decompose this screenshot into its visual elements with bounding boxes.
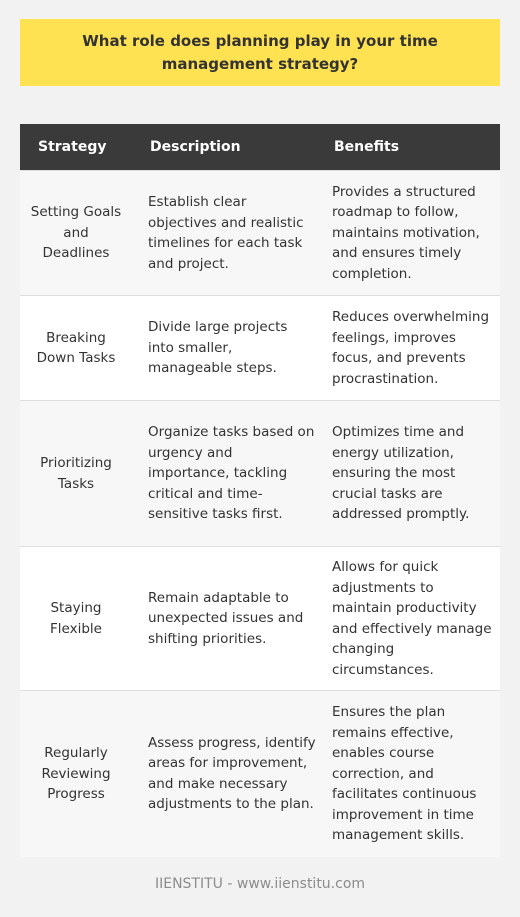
description-cell: Organize tasks based on urgency and importance, tackling critical and time-sensitive tasks first. bbox=[132, 401, 316, 547]
strategy-table bbox=[20, 124, 500, 857]
footer-credit: IIENSTITU - www.iienstitu.com bbox=[154, 876, 366, 892]
strategy-cell: Prioritizing Tasks bbox=[40, 455, 112, 492]
benefits-cell: Allows for quick adjustments to maintain productivity and effectively manage changing circumstances. bbox=[316, 547, 500, 691]
table-row bbox=[20, 171, 500, 296]
benefits-cell: Provides a structured roadmap to follow, maintains motivation, and ensures timely completion. bbox=[316, 171, 500, 296]
table-row bbox=[20, 547, 500, 691]
table-header-row bbox=[20, 124, 500, 171]
strategy-cell: Regularly Reviewing Progress bbox=[41, 745, 111, 802]
strategy-cell: Breaking Down Tasks bbox=[36, 329, 116, 366]
benefits-cell: Reduces overwhelming feelings, improves focus, and prevents procrastination. bbox=[316, 296, 500, 401]
benefits-cell: Ensures the plan remains effective, enables course correction, and facilitates continuous improvement in time management skills. bbox=[316, 691, 500, 857]
page-title: What role does planning play in your time management strategy? bbox=[20, 19, 500, 86]
column-header-strategy: Strategy bbox=[20, 124, 132, 171]
description-cell: Establish clear objectives and realistic timelines for each task and project. bbox=[132, 171, 316, 296]
table-row bbox=[20, 401, 500, 547]
description-cell: Divide large projects into smaller, manageable steps. bbox=[132, 296, 316, 401]
table-row bbox=[20, 691, 500, 857]
strategy-cell: Staying Flexible bbox=[50, 600, 102, 637]
strategy-cell: Setting Goals and Deadlines bbox=[30, 204, 122, 262]
column-header-benefits: Benefits bbox=[316, 124, 500, 171]
column-header-description: Description bbox=[132, 124, 316, 171]
benefits-cell: Optimizes time and energy utilization, ensuring the most crucial tasks are addressed promptly. bbox=[316, 401, 500, 547]
description-cell: Remain adaptable to unexpected issues and shifting priorities. bbox=[132, 547, 316, 691]
table-row bbox=[20, 296, 500, 401]
description-cell: Assess progress, identify areas for improvement, and make necessary adjustments to the plan. bbox=[132, 691, 316, 857]
